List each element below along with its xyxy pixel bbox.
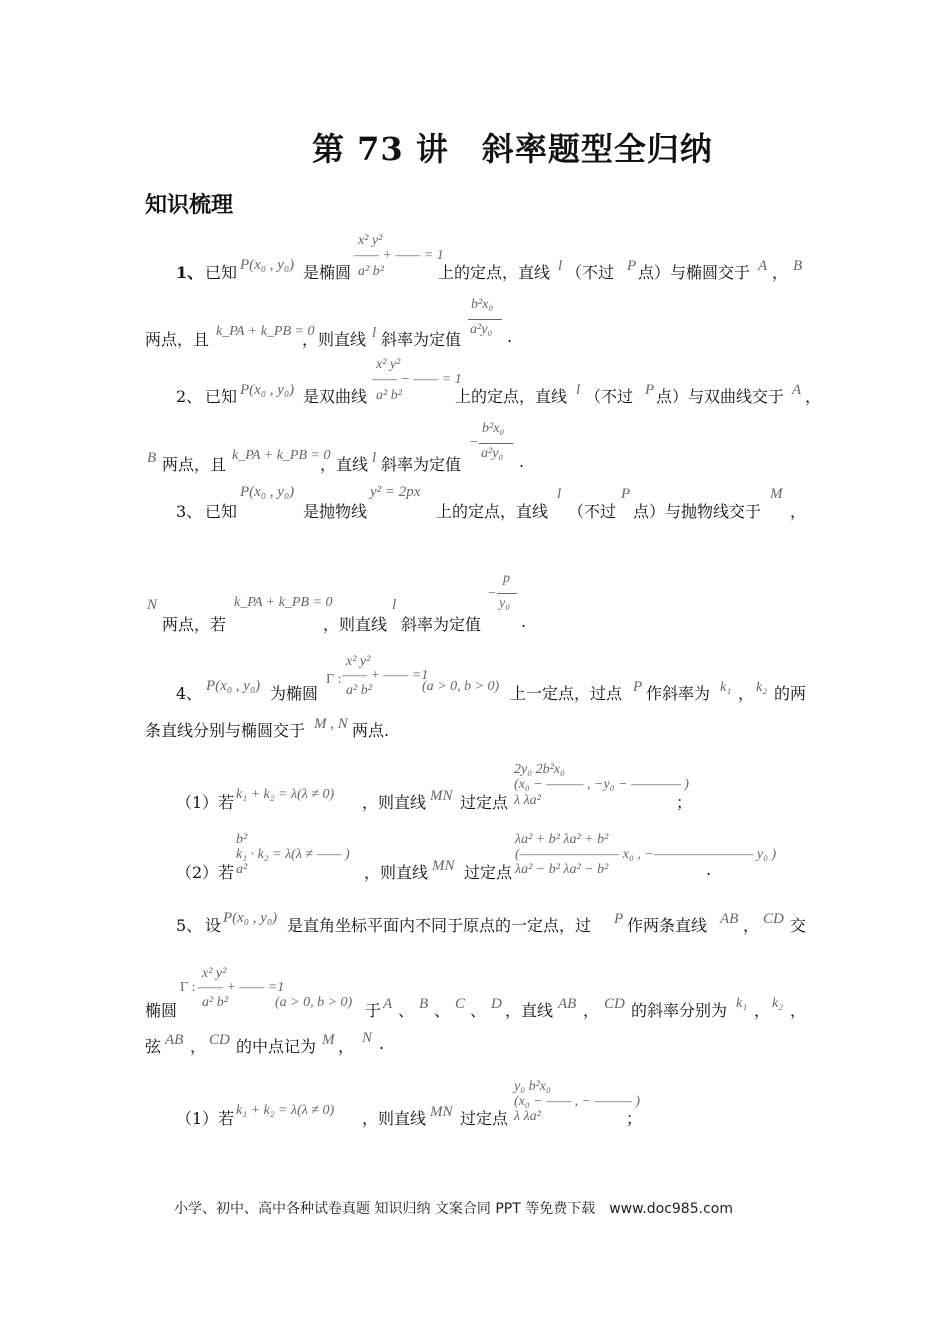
sub-label: （1）若 <box>176 793 235 812</box>
text: 点）与抛物线交于 <box>633 502 762 521</box>
text: 为椭圆 <box>270 684 319 703</box>
text: 弦 <box>145 1037 162 1056</box>
text: 是抛物线 <box>303 502 368 521</box>
text: 斜率为定值 <box>401 615 482 634</box>
text: ， <box>754 1001 771 1020</box>
text: 上的定点，直线 <box>455 387 568 406</box>
text: ，直线 <box>320 455 369 474</box>
point-P: P(x₀ , y₀) <box>206 678 261 694</box>
equation-mid: —— − —— = 1 <box>372 372 462 387</box>
text: ，则直线 <box>323 615 388 634</box>
value-bot: y₀ <box>499 596 511 611</box>
slope-k2: k₂ <box>756 680 768 695</box>
fixed-point-mid: (x₀ − ——— , −y₀ − ———— ) <box>514 777 689 792</box>
equation-mid: —— + —— = 1 <box>354 248 444 263</box>
text: 两点，且 <box>145 330 210 349</box>
fixed-point-top: 2y₀ 2b²x₀ <box>514 762 565 777</box>
text: 已知 <box>205 263 238 282</box>
line-l: l <box>372 450 377 466</box>
equation-bot: a² b² <box>376 388 402 403</box>
fixed-point-bot: λ λa² <box>514 1109 541 1124</box>
item-number: 4、 <box>176 684 203 703</box>
value-top: p <box>503 571 510 586</box>
section-heading: 知识梳理 <box>145 192 234 218</box>
text: . <box>519 452 525 471</box>
point-B: B <box>147 450 157 466</box>
text: 已知 <box>205 502 238 521</box>
text: ， <box>190 1037 207 1056</box>
equation: y² = 2px <box>370 484 421 500</box>
text: 交 <box>790 916 807 935</box>
line-l: l <box>558 258 563 274</box>
chord-AB: AB <box>165 1032 184 1048</box>
text: 作两条直线 <box>627 916 708 935</box>
fraction-bar <box>497 593 517 594</box>
text: 、 <box>470 1001 487 1020</box>
text: 过定点 <box>464 863 513 882</box>
condition: k₁ + k₂ = λ(λ ≠ 0) <box>236 787 335 802</box>
fraction-bar <box>468 319 502 320</box>
chord-CD: CD <box>209 1032 230 1048</box>
condition-top: b² <box>236 832 248 847</box>
text: 的中点记为 <box>236 1037 317 1056</box>
fixed-point-bot: λa² − b² λa² − b² <box>515 862 609 877</box>
value-top: b²x₀ <box>482 421 505 436</box>
text: 点）与双曲线交于 <box>656 387 785 406</box>
condition: k_PA + k_PB = 0 <box>232 448 331 463</box>
text: . <box>507 327 513 346</box>
equation-top: x² y² <box>376 357 401 372</box>
point-D: D <box>491 996 502 1012</box>
gamma: Γ : <box>180 980 196 995</box>
fixed-point-mid: (———————— x₀ , −———————— y₀ ) <box>515 847 777 862</box>
text: （不过 <box>566 263 615 282</box>
text: ，则直线 <box>362 1109 427 1128</box>
point-A: A <box>792 382 802 398</box>
text: ， <box>790 502 807 521</box>
equation-top: x² y² <box>346 654 371 669</box>
text: 两点，且 <box>162 455 227 474</box>
text: 两点，若 <box>162 615 227 634</box>
text: ， <box>790 1001 807 1020</box>
text: ； <box>676 793 693 812</box>
points-MN: M , N <box>314 716 348 732</box>
fixed-point-bot: λ λa² <box>514 793 541 808</box>
text: 过定点 <box>460 793 509 812</box>
text: ， <box>738 684 755 703</box>
text: 作斜率为 <box>646 684 711 703</box>
text: （不过 <box>568 502 617 521</box>
line-AB: AB <box>720 911 739 927</box>
text: . <box>706 860 712 879</box>
fixed-point-top: y₀ b²x₀ <box>514 1079 551 1094</box>
text: ， <box>772 263 789 282</box>
line-CD: CD <box>763 911 784 927</box>
text: 是椭圆 <box>303 263 352 282</box>
line-MN: MN <box>430 1104 453 1120</box>
line-MN: MN <box>432 858 455 874</box>
text: 是双曲线 <box>303 387 368 406</box>
text: ，则直线 <box>364 863 429 882</box>
text: ，直线 <box>505 1001 554 1020</box>
value-top: b²x₀ <box>471 297 494 312</box>
point-P: P(x₀ , y₀) <box>240 484 295 500</box>
condition: k_PA + k_PB = 0 <box>234 595 333 610</box>
line-l: l <box>557 486 562 502</box>
line-AB: AB <box>558 996 577 1012</box>
sub-label: （1）若 <box>176 1109 235 1128</box>
point-P-ref: P <box>627 258 637 274</box>
item-number: 2、 <box>176 387 203 406</box>
equation-bot: a² b² <box>202 995 228 1010</box>
slope-k1: k₁ <box>720 680 732 695</box>
text: ， <box>805 387 822 406</box>
point-A: A <box>758 258 768 274</box>
condition-mid: k₁ · k₂ = λ(λ ≠ —— ) <box>236 847 350 862</box>
text: 椭圆 <box>145 1001 178 1020</box>
text: 上一定点，过点 <box>510 684 623 703</box>
gamma: Γ : <box>326 672 342 687</box>
text: 两点. <box>352 721 390 740</box>
neg-sign: − <box>487 586 497 601</box>
text: 是直角坐标平面内不同于原点的一定点，过 <box>287 916 592 935</box>
text: ， <box>338 1037 355 1056</box>
text: 上的定点，直线 <box>436 502 549 521</box>
line-MN: MN <box>430 788 453 804</box>
fixed-point-mid: (x₀ − —— , − ——— ) <box>514 1094 641 1109</box>
text: 的两 <box>774 684 807 703</box>
text: 过定点 <box>460 1109 509 1128</box>
text: . <box>521 612 527 631</box>
point-P-ref: P <box>621 486 631 502</box>
equation-top: x² y² <box>202 966 227 981</box>
text: （不过 <box>585 387 634 406</box>
text: 、 <box>434 1001 451 1020</box>
point-B: B <box>419 996 429 1012</box>
point-P-ref: P <box>645 382 655 398</box>
equation-mid: —— + —— =1 <box>342 668 429 683</box>
point-P: P(x₀ , y₀) <box>240 382 295 398</box>
line-l: l <box>372 325 377 341</box>
text: 条直线分别与椭圆交于 <box>145 721 306 740</box>
point-N: N <box>362 1030 373 1046</box>
text: ，则直线 <box>302 330 367 349</box>
text: ，则直线 <box>362 793 427 812</box>
page-title: 第 73 讲 斜率题型全归纳 <box>312 130 713 168</box>
text: . <box>379 1034 385 1053</box>
fraction-bar <box>479 443 513 444</box>
text: 斜率为定值 <box>381 455 462 474</box>
item-number: 5、 <box>176 916 203 935</box>
slope-k2: k₂ <box>772 996 784 1011</box>
point-M: M <box>322 1032 335 1048</box>
text: 已知 <box>205 387 238 406</box>
text: 的斜率分别为 <box>631 1001 728 1020</box>
text: 斜率为定值 <box>381 330 462 349</box>
condition-bot: a² <box>236 862 248 877</box>
condition: (a > 0, b > 0) <box>275 995 353 1010</box>
neg-sign: − <box>469 435 479 450</box>
point-B: B <box>793 258 803 274</box>
line-CD: CD <box>604 996 625 1012</box>
text: 设 <box>205 916 222 935</box>
line-l: l <box>576 382 581 398</box>
page-footer: 小学、初中、高中各种试卷真题 知识归纳 文案合同 PPT 等免费下载 www.doc985.com <box>174 1201 733 1217</box>
text: 、 <box>398 1001 415 1020</box>
text: 上的定点，直线 <box>438 263 551 282</box>
item-number: 3、 <box>176 502 203 521</box>
condition: (a > 0, b > 0) <box>422 679 500 694</box>
equation-bot: a² b² <box>346 683 372 698</box>
point-P: P(x₀ , y₀) <box>240 257 295 273</box>
sub-label: （2）若 <box>176 863 235 882</box>
text: 点）与椭圆交于 <box>638 263 751 282</box>
point-P-ref: P <box>633 679 643 695</box>
equation-bot: a² b² <box>358 264 384 279</box>
fixed-point-top: λa² + b² λa² + b² <box>515 832 609 847</box>
point-P-ref: P <box>614 911 624 927</box>
point-C: C <box>455 996 466 1012</box>
text: ， <box>743 916 760 935</box>
item-number: 1、 <box>176 263 204 282</box>
value-bot: a²y₀ <box>481 446 504 461</box>
point-N: N <box>147 597 158 613</box>
value-bot: a²y₀ <box>470 322 493 337</box>
equation-top: x² y² <box>358 233 383 248</box>
point-P: P(x₀ , y₀) <box>223 910 278 926</box>
line-l: l <box>392 597 397 613</box>
equation-mid: —— + —— =1 <box>198 980 285 995</box>
text: ， <box>583 1001 600 1020</box>
point-A: A <box>383 996 393 1012</box>
condition: k₁ + k₂ = λ(λ ≠ 0) <box>236 1103 335 1118</box>
text: 于 <box>365 1001 382 1020</box>
slope-k1: k₁ <box>736 996 748 1011</box>
text: ； <box>626 1109 643 1128</box>
point-M: M <box>770 486 783 502</box>
condition: k_PA + k_PB = 0 <box>216 324 315 339</box>
